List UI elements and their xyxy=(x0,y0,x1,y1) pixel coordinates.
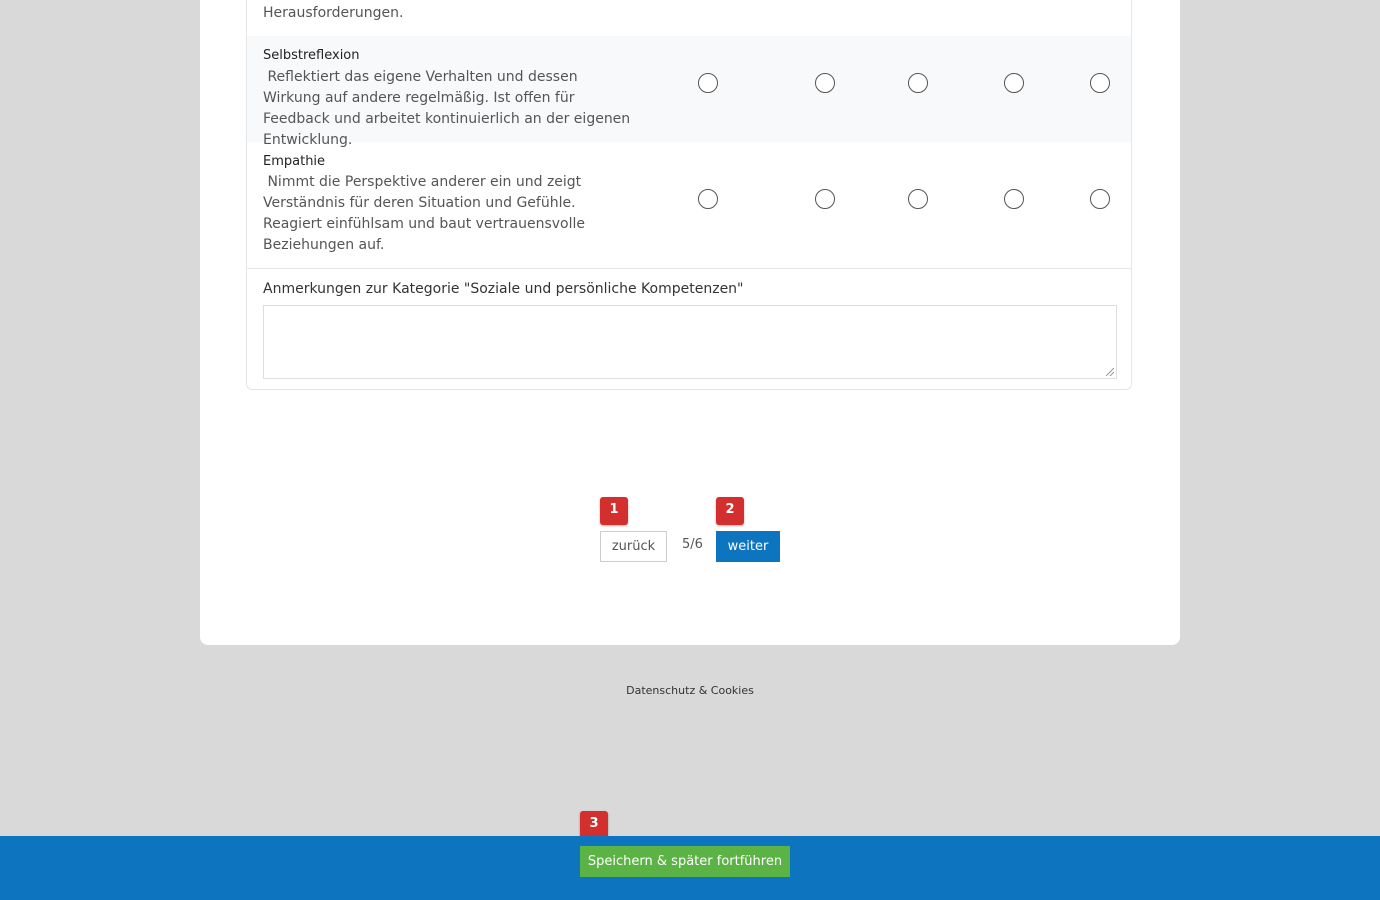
survey-card xyxy=(200,0,1180,645)
page-indicator: 5/6 xyxy=(682,537,703,552)
rating-radio-4[interactable] xyxy=(1004,73,1024,93)
rating-radio-5[interactable] xyxy=(1090,189,1110,209)
item-title: Selbstreflexion xyxy=(263,48,360,63)
rating-radio-3[interactable] xyxy=(908,73,928,93)
marker-1: 1 xyxy=(600,497,628,525)
comment-textarea[interactable] xyxy=(263,305,1117,379)
rating-radio-4[interactable] xyxy=(1004,189,1024,209)
rating-radio-1[interactable] xyxy=(698,73,718,93)
marker-3: 3 xyxy=(580,811,608,839)
rating-radio-3[interactable] xyxy=(908,189,928,209)
next-button[interactable]: weiter xyxy=(716,531,780,562)
resize-handle-icon[interactable] xyxy=(1106,368,1114,376)
rating-radio-2[interactable] xyxy=(815,73,835,93)
bottom-bar xyxy=(0,836,1380,900)
item-description: Reflektiert das eigene Verhalten und dessen Wirkung auf andere regelmäßig. Ist offen für Feedback und arbeitet kontinuierlich an der eigenen Entwicklung. xyxy=(263,69,635,148)
comment-label: Anmerkungen zur Kategorie "Soziale und persönliche Kompetenzen" xyxy=(263,281,744,297)
rating-radio-1[interactable] xyxy=(698,189,718,209)
category-panel xyxy=(246,0,1132,390)
rating-radio-2[interactable] xyxy=(815,189,835,209)
rating-row-selbstreflexion xyxy=(247,36,1131,148)
back-button[interactable]: zurück xyxy=(600,531,667,562)
privacy-link[interactable] xyxy=(0,684,1380,697)
rating-row-empathie xyxy=(247,142,1131,268)
item-description: Nimmt die Perspektive anderer ein und zeigt Verständnis für deren Situation und Gefühle. Reagiert einfühlsam und baut vertrauensvolle Beziehungen auf. xyxy=(263,174,590,253)
divider xyxy=(247,268,1131,269)
marker-2: 2 xyxy=(716,497,744,525)
previous-item-description: Herausforderungen. xyxy=(263,5,404,21)
privacy-link-label[interactable]: Datenschutz & Cookies xyxy=(626,684,754,697)
item-title: Empathie xyxy=(263,154,326,169)
save-continue-later-button[interactable]: Speichern & später fortführen xyxy=(580,846,790,877)
rating-radio-5[interactable] xyxy=(1090,73,1110,93)
